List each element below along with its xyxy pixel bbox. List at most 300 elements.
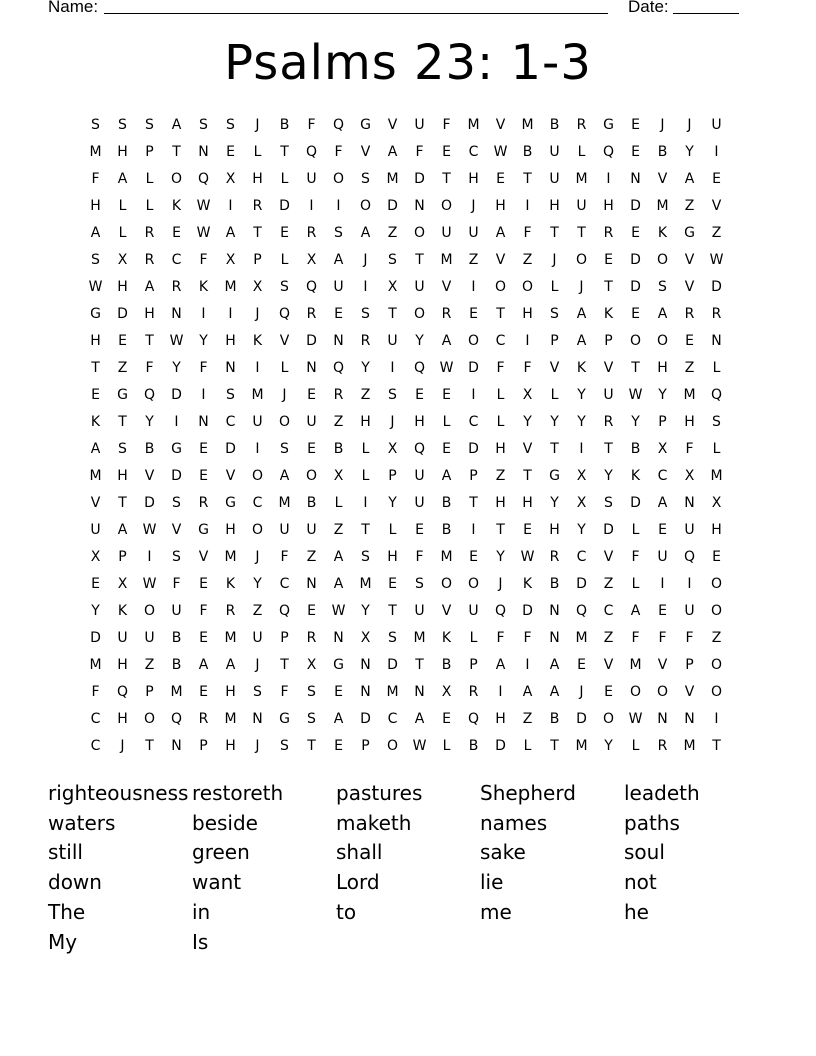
grid-letter: G (360, 117, 371, 133)
word-list-item: he (624, 899, 649, 924)
grid-letter: E (118, 333, 127, 349)
grid-letter: H (522, 495, 533, 511)
word-list-item: leadeth (624, 781, 700, 805)
grid-letter: U (414, 279, 425, 295)
grid-letter: W (709, 252, 724, 268)
grid-letter: A (198, 657, 209, 673)
grid-letter: M (386, 171, 399, 187)
grid-letter: Y (172, 360, 181, 376)
grid-letter: H (549, 198, 560, 214)
grid-letter: T (496, 522, 505, 538)
grid-letter: U (414, 495, 425, 511)
grid-letter: U (576, 198, 587, 214)
grid-letter: Y (658, 387, 667, 403)
grid-letter: T (415, 657, 424, 673)
grid-letter: N (333, 333, 344, 349)
grid-letter: J (255, 657, 260, 673)
grid-letter: S (307, 684, 316, 700)
grid-letter: V (441, 279, 452, 295)
grid-letter: E (442, 711, 451, 727)
grid-letter: K (603, 306, 614, 322)
grid-letter: E (199, 576, 208, 592)
grid-letter: E (307, 441, 316, 457)
grid-letter: G (549, 468, 560, 484)
grid-letter: T (118, 414, 127, 430)
grid-letter: O (710, 657, 723, 673)
grid-letter: R (198, 495, 209, 511)
grid-letter: X (225, 171, 236, 187)
grid-letter: Y (361, 603, 370, 619)
grid-letter: C (387, 711, 398, 727)
grid-letter: O (143, 711, 156, 727)
grid-letter: Y (631, 414, 640, 430)
grid-letter: M (224, 711, 237, 727)
grid-letter: J (687, 117, 692, 133)
grid-letter: R (306, 225, 317, 241)
grid-letter: E (172, 225, 181, 241)
grid-letter: F (199, 252, 208, 268)
grid-letter: T (388, 306, 397, 322)
grid-letter: E (712, 549, 721, 565)
grid-letter: E (469, 549, 478, 565)
grid-letter: U (414, 468, 425, 484)
grid-letter: E (415, 522, 424, 538)
grid-letter: J (579, 279, 584, 295)
grid-letter: R (144, 225, 155, 241)
grid-letter: D (468, 441, 479, 457)
grid-letter: T (577, 225, 586, 241)
grid-letter: N (414, 198, 425, 214)
grid-letter: E (334, 306, 343, 322)
grid-letter: H (468, 171, 479, 187)
grid-letter: I (714, 144, 719, 160)
grid-letter: X (387, 441, 398, 457)
grid-letter: T (118, 495, 127, 511)
grid-letter: T (172, 144, 181, 160)
grid-letter: C (279, 576, 290, 592)
grid-letter: Q (575, 603, 588, 619)
grid-letter: A (117, 522, 128, 538)
grid-letter: J (120, 738, 125, 754)
grid-letter: H (495, 711, 506, 727)
grid-letter: S (604, 495, 613, 511)
grid-letter: F (415, 549, 424, 565)
grid-letter: O (467, 333, 480, 349)
word-list-item: to (336, 899, 357, 924)
grid-letter: A (225, 225, 236, 241)
grid-letter: P (145, 144, 154, 160)
grid-letter: E (199, 684, 208, 700)
grid-letter: Q (413, 441, 426, 457)
grid-letter: Y (91, 603, 100, 619)
grid-letter: K (630, 468, 641, 484)
grid-letter: K (117, 603, 128, 619)
grid-letter: O (494, 279, 507, 295)
grid-letter: T (469, 495, 478, 511)
grid-letter: P (118, 549, 127, 565)
grid-letter: D (576, 576, 587, 592)
grid-letter: B (549, 117, 560, 133)
grid-letter: T (631, 360, 640, 376)
grid-letter: U (279, 522, 290, 538)
grid-letter: N (306, 576, 317, 592)
grid-letter: E (496, 171, 505, 187)
grid-letter: Z (468, 252, 479, 268)
grid-letter: Z (684, 360, 695, 376)
word-list-item: in (192, 899, 211, 924)
grid-letter: H (225, 333, 236, 349)
grid-letter: H (117, 468, 128, 484)
grid-letter: R (144, 252, 155, 268)
grid-letter: T (388, 603, 397, 619)
grid-letter: Q (683, 549, 696, 565)
grid-letter: L (118, 225, 127, 241)
grid-letter: Y (199, 333, 208, 349)
grid-letter: A (360, 225, 371, 241)
grid-letter: O (629, 684, 642, 700)
grid-letter: X (441, 684, 452, 700)
grid-letter: T (91, 360, 100, 376)
grid-letter: F (199, 603, 208, 619)
grid-letter: S (361, 306, 370, 322)
grid-letter: M (575, 738, 588, 754)
grid-letter: R (603, 414, 614, 430)
grid-letter: S (118, 117, 127, 133)
grid-letter: M (683, 738, 696, 754)
grid-letter: X (117, 576, 128, 592)
grid-letter: Y (388, 495, 397, 511)
grid-letter: P (253, 252, 262, 268)
grid-letter: E (685, 333, 694, 349)
grid-letter: V (549, 360, 560, 376)
grid-letter: F (685, 630, 694, 646)
grid-letter: Z (522, 711, 533, 727)
grid-letter: E (307, 603, 316, 619)
grid-letter: U (171, 603, 182, 619)
grid-letter: U (441, 225, 452, 241)
grid-letter: T (145, 333, 154, 349)
grid-letter: H (117, 279, 128, 295)
grid-letter: Q (197, 171, 210, 187)
grid-letter: R (684, 306, 695, 322)
grid-letter: S (199, 117, 208, 133)
word-list-item: restoreth (192, 781, 284, 805)
grid-letter: T (415, 252, 424, 268)
grid-letter: X (333, 468, 344, 484)
grid-letter: X (387, 279, 398, 295)
grid-letter: E (712, 171, 721, 187)
grid-letter: A (144, 279, 155, 295)
word-list-item: sake (480, 840, 526, 865)
grid-letter: Y (577, 414, 586, 430)
grid-letter: U (414, 117, 425, 133)
grid-letter: X (90, 549, 101, 565)
grid-letter: F (145, 360, 154, 376)
grid-letter: M (224, 549, 237, 565)
grid-letter: V (225, 468, 236, 484)
word-list-item: down (48, 870, 102, 895)
grid-letter: Q (332, 117, 345, 133)
grid-letter: U (252, 414, 263, 430)
grid-letter: E (631, 225, 640, 241)
grid-letter: X (225, 252, 236, 268)
grid-letter: S (118, 441, 127, 457)
grid-letter: Y (577, 387, 586, 403)
word-list-item: soul (624, 840, 665, 865)
grid-letter: G (333, 657, 344, 673)
grid-letter: H (603, 198, 614, 214)
grid-letter: H (252, 171, 263, 187)
grid-letter: T (712, 738, 721, 754)
grid-letter: H (657, 360, 668, 376)
grid-letter: V (711, 198, 722, 214)
grid-letter: L (145, 198, 154, 214)
grid-letter: S (712, 414, 721, 430)
grid-letter: Z (252, 603, 263, 619)
grid-letter: E (442, 441, 451, 457)
grid-letter: R (225, 603, 236, 619)
grid-letter: T (307, 738, 316, 754)
grid-letter: I (471, 387, 476, 403)
grid-letter: M (575, 171, 588, 187)
grid-letter: S (280, 279, 289, 295)
grid-letter: O (170, 171, 183, 187)
name-blank-line (104, 13, 608, 14)
grid-letter: F (334, 144, 343, 160)
grid-letter: F (523, 360, 532, 376)
grid-letter: T (280, 144, 289, 160)
word-list-item: still (48, 840, 83, 865)
grid-letter: Z (333, 414, 344, 430)
word-list-item: green (192, 840, 250, 865)
grid-letter: Y (523, 414, 532, 430)
grid-letter: D (306, 333, 317, 349)
grid-letter: A (333, 549, 344, 565)
grid-letter: S (253, 684, 262, 700)
grid-letter: H (225, 738, 236, 754)
grid-letter: M (440, 549, 453, 565)
grid-letter: O (359, 198, 372, 214)
grid-letter: U (468, 603, 479, 619)
grid-letter: U (252, 630, 263, 646)
grid-letter: F (496, 630, 505, 646)
grid-letter: L (550, 279, 559, 295)
grid-letter: L (712, 441, 721, 457)
grid-letter: M (251, 387, 264, 403)
grid-letter: V (495, 117, 506, 133)
grid-letter: L (280, 360, 289, 376)
grid-letter: E (631, 144, 640, 160)
grid-letter: M (521, 117, 534, 133)
grid-letter: K (576, 360, 587, 376)
grid-letter: A (279, 468, 290, 484)
grid-letter: Z (144, 657, 155, 673)
grid-letter: F (496, 360, 505, 376)
grid-letter: N (684, 711, 695, 727)
grid-letter: Q (170, 711, 183, 727)
grid-letter: S (388, 387, 397, 403)
grid-letter: Y (145, 414, 154, 430)
grid-letter: X (522, 387, 533, 403)
grid-letter: L (388, 522, 397, 538)
grid-letter: J (498, 576, 503, 592)
page-title: Psalms 23: 1-3 (224, 35, 592, 91)
grid-letter: A (333, 576, 344, 592)
grid-letter: B (441, 495, 452, 511)
grid-letter: Q (494, 603, 507, 619)
grid-letter: M (710, 468, 723, 484)
grid-letter: Q (332, 360, 345, 376)
grid-letter: E (631, 306, 640, 322)
grid-letter: C (468, 144, 479, 160)
grid-letter: D (522, 603, 533, 619)
grid-letter: J (282, 387, 287, 403)
grid-letter: X (360, 630, 371, 646)
grid-letter: G (603, 117, 614, 133)
grid-letter: N (711, 333, 722, 349)
grid-letter: Z (603, 630, 614, 646)
grid-letter: A (441, 468, 452, 484)
grid-letter: O (710, 603, 723, 619)
grid-letter: H (117, 144, 128, 160)
grid-letter: D (171, 387, 182, 403)
grid-letter: H (414, 414, 425, 430)
word-list-item: not (624, 870, 657, 895)
grid-letter: L (280, 171, 289, 187)
grid-letter: O (251, 468, 264, 484)
grid-letter: G (90, 306, 101, 322)
grid-letter: E (388, 576, 397, 592)
grid-letter: S (388, 630, 397, 646)
grid-letter: M (224, 630, 237, 646)
grid-letter: I (606, 171, 611, 187)
grid-letter: W (142, 576, 157, 592)
grid-letter: A (387, 144, 398, 160)
grid-letter: C (468, 414, 479, 430)
grid-letter: Y (550, 414, 559, 430)
grid-letter: P (280, 630, 289, 646)
grid-letter: U (603, 387, 614, 403)
grid-letter: R (468, 684, 479, 700)
grid-letter: B (144, 441, 155, 457)
grid-letter: V (603, 360, 614, 376)
grid-letter: E (442, 387, 451, 403)
grid-letter: G (198, 522, 209, 538)
grid-letter: L (496, 387, 505, 403)
grid-letter: D (360, 711, 371, 727)
grid-letter: I (687, 576, 692, 592)
grid-letter: L (631, 738, 640, 754)
grid-letter: W (628, 711, 643, 727)
grid-letter: Q (143, 387, 156, 403)
grid-letter: L (550, 387, 559, 403)
grid-letter: V (198, 549, 209, 565)
grid-letter: E (469, 306, 478, 322)
grid-letter: I (363, 495, 368, 511)
grid-letter: V (279, 333, 290, 349)
grid-letter: A (495, 225, 506, 241)
grid-letter: R (198, 711, 209, 727)
grid-letter: K (441, 630, 452, 646)
grid-letter: T (280, 657, 289, 673)
grid-letter: U (549, 144, 560, 160)
grid-letter: X (306, 252, 317, 268)
grid-letter: L (145, 171, 154, 187)
grid-letter: I (390, 360, 395, 376)
grid-letter: Y (685, 144, 694, 160)
grid-letter: K (252, 333, 263, 349)
grid-letter: A (630, 603, 641, 619)
grid-letter: F (91, 171, 100, 187)
grid-letter: J (255, 738, 260, 754)
grid-letter: A (333, 711, 344, 727)
grid-letter: Q (305, 144, 318, 160)
grid-letter: N (333, 630, 344, 646)
name-label: Name: (48, 0, 99, 16)
grid-letter: P (469, 657, 478, 673)
grid-letter: O (305, 468, 318, 484)
grid-letter: D (387, 657, 398, 673)
grid-letter: E (604, 684, 613, 700)
grid-letter: J (255, 549, 260, 565)
grid-letter: X (252, 279, 263, 295)
grid-letter: F (415, 144, 424, 160)
grid-letter: T (523, 468, 532, 484)
grid-letter: J (552, 252, 557, 268)
grid-letter: J (471, 198, 476, 214)
grid-letter: C (576, 549, 587, 565)
grid-letter: A (441, 333, 452, 349)
grid-letter: U (711, 117, 722, 133)
grid-letter: F (523, 225, 532, 241)
worksheet-header (48, 0, 748, 19)
grid-letter: M (359, 576, 372, 592)
grid-letter: T (604, 279, 613, 295)
grid-letter: U (657, 549, 668, 565)
grid-letter: M (224, 279, 237, 295)
grid-letter: H (144, 306, 155, 322)
grid-letter: V (360, 144, 371, 160)
grid-letter: K (171, 198, 182, 214)
grid-letter: Q (278, 603, 291, 619)
grid-letter: X (306, 657, 317, 673)
grid-letter: T (145, 738, 154, 754)
grid-letter: E (199, 630, 208, 646)
grid-letter: L (361, 441, 370, 457)
grid-letter: I (471, 522, 476, 538)
grid-letter: E (577, 657, 586, 673)
grid-letter: P (361, 738, 370, 754)
grid-letter: L (631, 522, 640, 538)
grid-letter: U (90, 522, 101, 538)
grid-letter: S (172, 495, 181, 511)
grid-letter: H (495, 495, 506, 511)
grid-letter: G (684, 225, 695, 241)
grid-letter: K (198, 279, 209, 295)
grid-letter: D (603, 522, 614, 538)
word-list-item: Is (192, 929, 209, 954)
grid-letter: A (657, 306, 668, 322)
grid-letter: U (684, 603, 695, 619)
grid-letter: L (712, 360, 721, 376)
grid-letter: U (117, 630, 128, 646)
grid-letter: H (684, 414, 695, 430)
grid-letter: I (525, 198, 530, 214)
word-list-item: righteousness (48, 781, 189, 805)
grid-letter: S (361, 171, 370, 187)
grid-letter: L (334, 495, 343, 511)
grid-letter: O (440, 198, 453, 214)
